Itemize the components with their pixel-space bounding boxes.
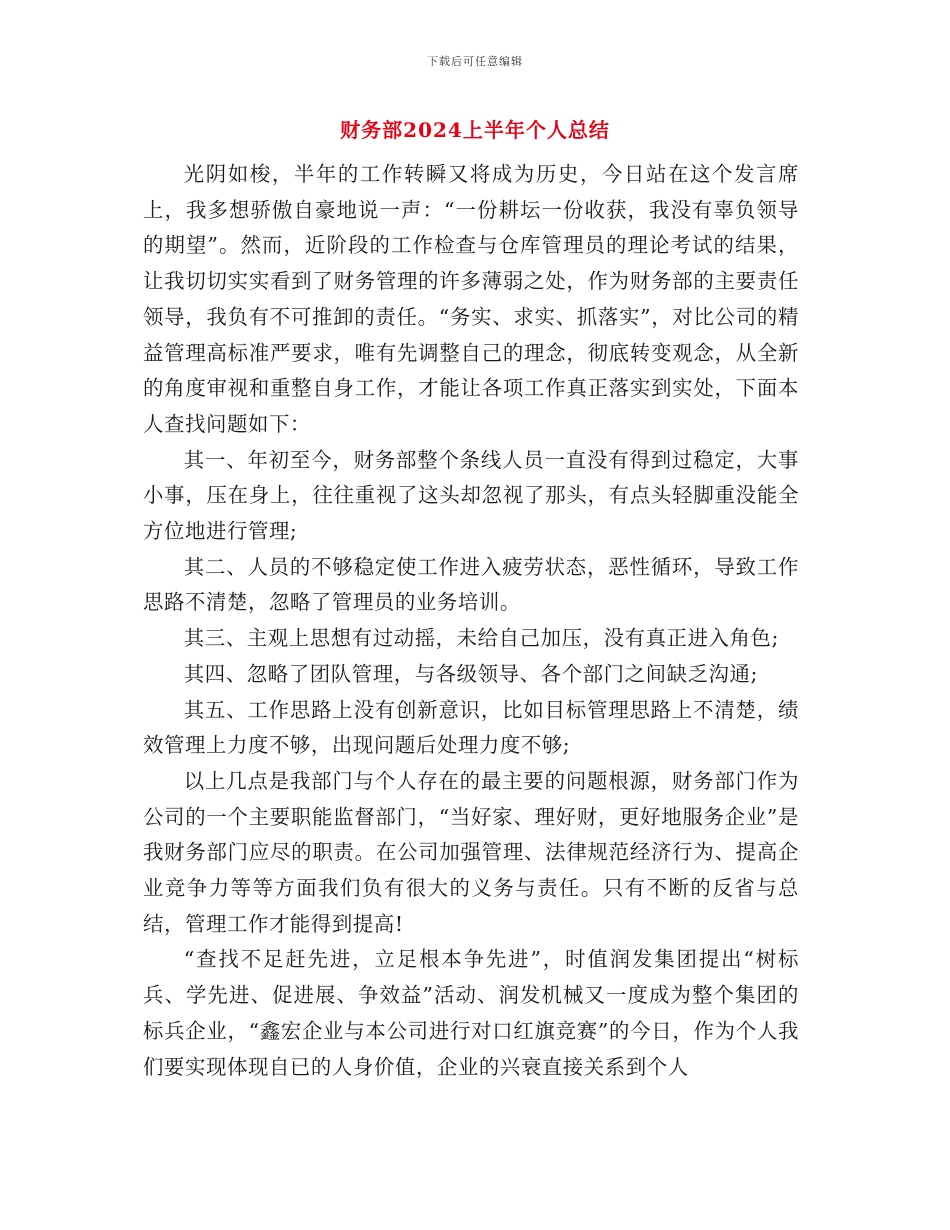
document-title: 财务部2024上半年个人总结 bbox=[340, 118, 610, 142]
paragraph-issue-2: 其二、人员的不够稳定使工作进入疲劳状态，恶性循环，导致工作思路不清楚，忽略了管理员的业务培训。 bbox=[143, 554, 799, 615]
document-body bbox=[143, 157, 799, 1085]
paragraph-intro: 光阴如梭，半年的工作转瞬又将成为历史，今日站在这个发言席上，我多想骄傲自豪地说一声：“一份耕坛一份收获，我没有辜负领导的期望”。然而，近阶段的工作检查与仓库管理员的理论考试的结果，让我切切实实看到了财务管理的许多薄弱之处，作为财务部的主要责任领导，我负有不可推卸的责任。“务实、求实、抓落实”，对比公司的精益管理高标准严要求，唯有先调整自己的理念，彻底转变观念，从全新的角度审视和重整自身工作，才能让各项工作真正落实到实处，下面本人查找问题如下： bbox=[143, 162, 799, 436]
paragraph-issue-5: 其五、工作思路上没有创新意识，比如目标管理思路上不清楚，绩效管理上力度不够，出现问题后处理力度不够; bbox=[143, 697, 799, 758]
paragraph-summary: 以上几点是我部门与个人存在的最主要的问题根源，财务部门作为公司的一个主要职能监督部门，“当好家、理好财，更好地服务企业”是我财务部门应尽的职责。在公司加强管理、法律规范经济行为、提高企业竞争力等等方面我们负有很大的义务与责任。只有不断的反省与总结，管理工作才能得到提高! bbox=[143, 768, 799, 936]
paragraph-issue-1: 其一、年初至今，财务部整个条线人员一直没有得到过稳定，大事小事，压在身上，往往重视了这头却忽视了那头，有点头轻脚重没能全方位地进行管理; bbox=[143, 447, 799, 544]
page-header-note: 下载后可任意编辑 bbox=[427, 55, 523, 68]
paragraph-issue-4: 其四、忽略了团队管理，与各级领导、各个部门之间缺乏沟通; bbox=[183, 661, 759, 686]
paragraph-issue-3: 其三、主观上思想有过动摇，未给自己加压，没有真正进入角色; bbox=[183, 626, 780, 651]
paragraph-campaign: “查找不足赶先进，立足根本争先进”，时值润发集团提出“树标兵、学先进、促进展、争效益”活动、润发机械又一度成为整个集团的标兵企业，“鑫宏企业与本公司进行对口红旗竞赛”的今日，作为个人我们要实现体现自已的人身价值，企业的兴衰直接关系到个人 bbox=[143, 947, 799, 1079]
